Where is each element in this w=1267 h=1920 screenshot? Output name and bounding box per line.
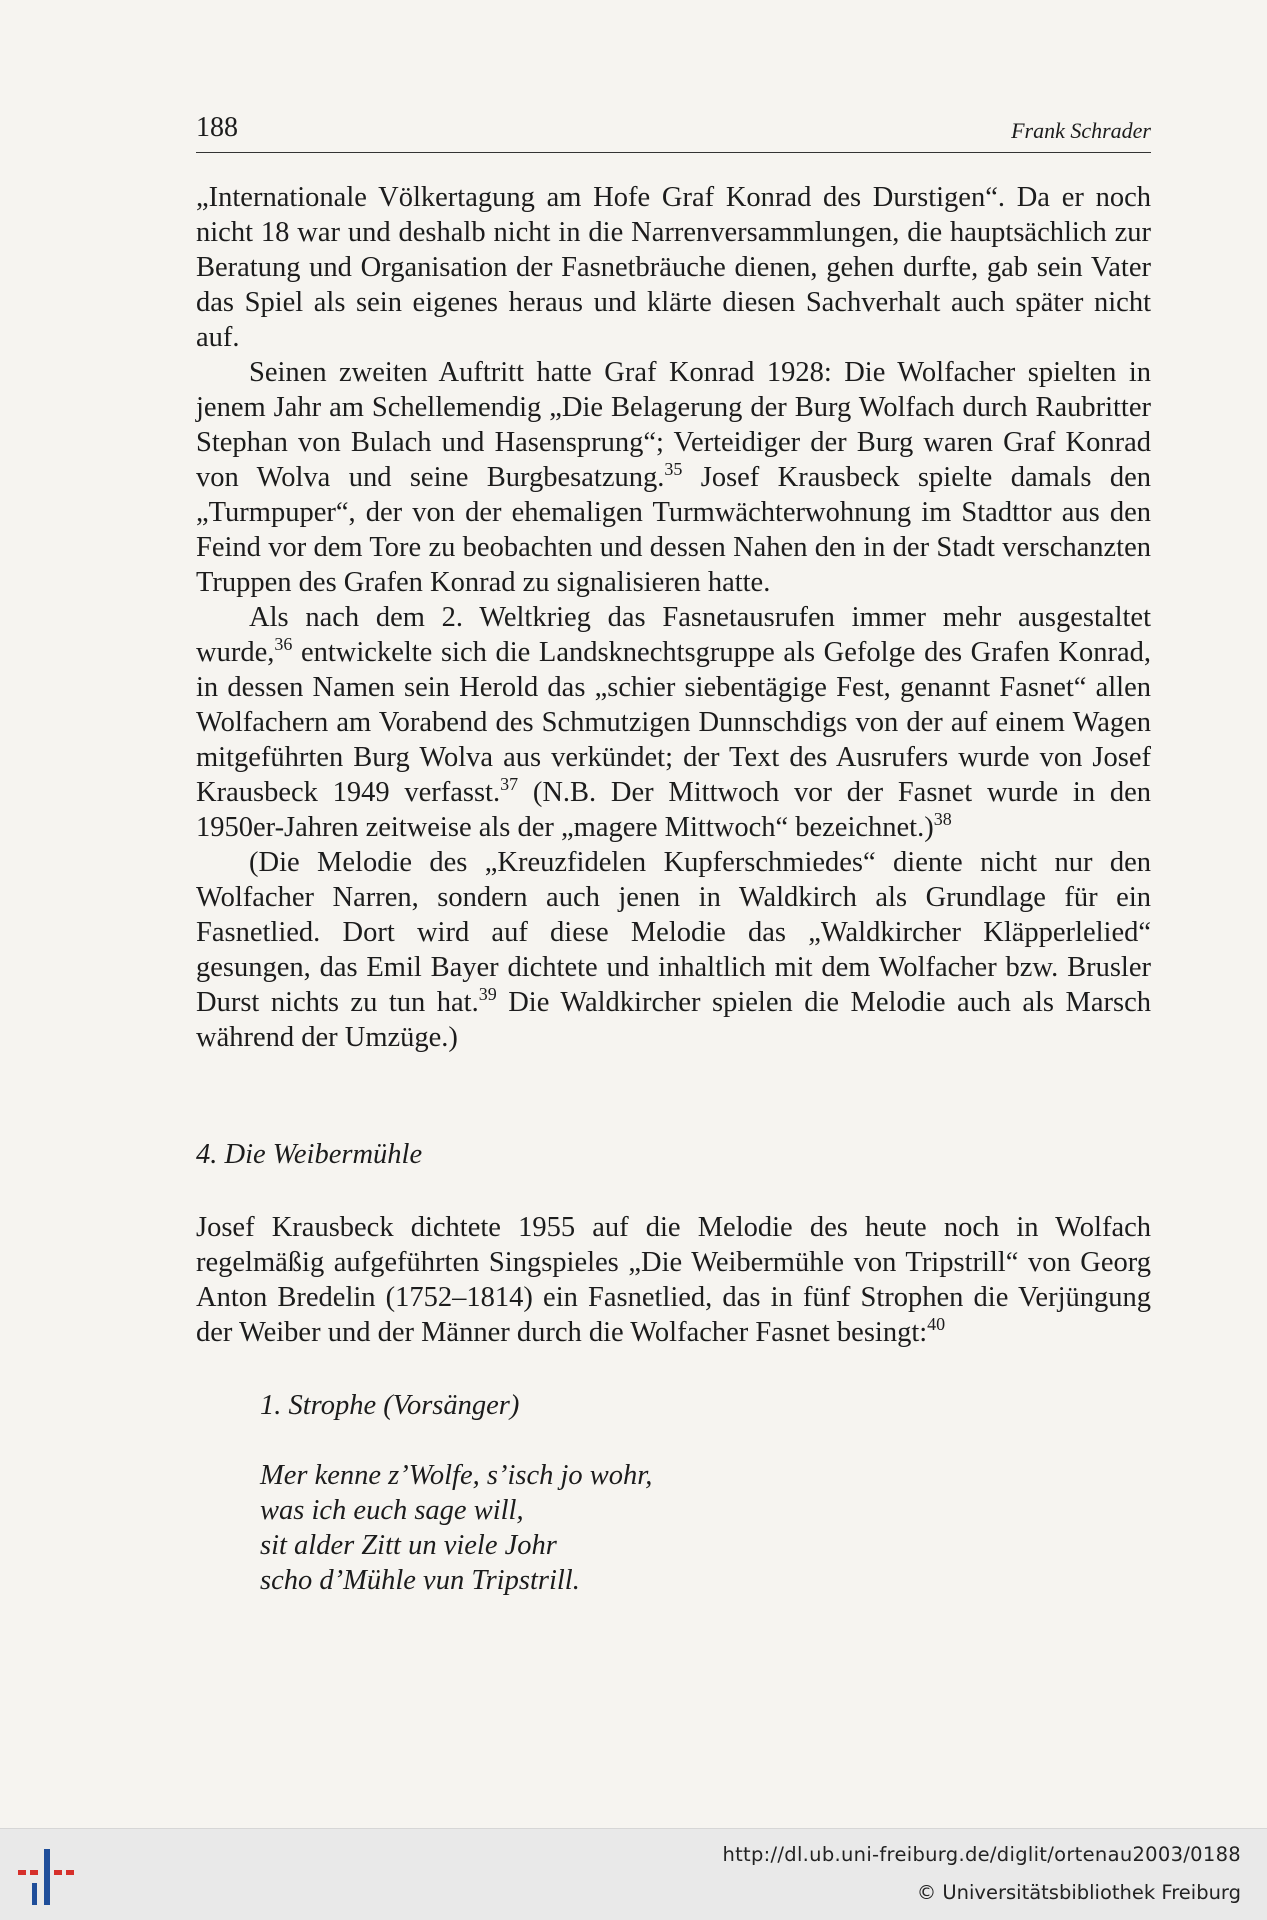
copyright-text: © Universitätsbibliothek Freiburg (916, 1881, 1241, 1904)
page-number: 188 (196, 112, 238, 143)
paragraph: „Internationale Völkertagung am Hofe Graf Konrad des Durstigen“. Da er noch nicht 18 war und deshalb nicht in die Narrenversammlungen, die hauptsächlich zur Beratung und Organisation der Fasnetbräuche dienen, gehen durfte, gab sein Vater das Spiel als sein eigenes heraus und klärte diesen Sachverhalt auch später nicht auf. (196, 182, 1151, 353)
strophe-title: 1. Strophe (Vorsänger) (260, 1390, 520, 1421)
source-url-link[interactable]: http://dl.ub.uni-freiburg.de/diglit/ortenau2003/0188 (722, 1843, 1241, 1866)
paragraph: Seinen zweiten Auftritt hatte Graf Konrad 1928: Die Wolfacher spielten in jenem Jahr am Schellemendig „Die Belagerung der Burg Wolfach durch Raubritter Stephan von Bulach und Hasensprung“; Verteidiger der Burg waren Graf Konrad von Wolva und seine Burgbesatzung.$^{35}$ Josef Krausbeck spielte damals den „Turmpuper“, der von der ehemaligen Turmwächterwohnung im Stadttor aus den Feind vor dem Tore zu beobachten und dessen Nahen den in der Stadt verschanzten Truppen des Grafen Konrad zu signalisieren hatte. (196, 357, 1151, 598)
ub-freiburg-logo-icon[interactable] (18, 1839, 82, 1909)
verse-block (260, 1458, 1151, 1598)
footnote-ref[interactable]: 39 (478, 984, 497, 1005)
main-text (196, 180, 1151, 1598)
footnote-ref[interactable]: 37 (500, 774, 519, 795)
footnote-ref[interactable]: 38 (933, 809, 952, 830)
footnote-ref[interactable]: 36 (274, 634, 293, 655)
paragraph: Josef Krausbeck dichtete 1955 auf die Melodie des heute noch in Wolfach regelmäßig aufgeführten Singspieles „Die Weibermühle von Tripstrill“ von Georg Anton Bredelin (1752–1814) ein Fasnetlied, das in fünf Strophen die Verjüngung der Weiber und der Männer durch die Wolfacher Fasnet besingt:$^{40}$ (196, 1212, 1151, 1348)
paragraph: (Die Melodie des „Kreuzfidelen Kupferschmiedes“ diente nicht nur den Wolfacher Narren, sondern auch jenen in Waldkirch als Grundlage für ein Fasnetlied. Dort wird auf diese Melodie das „Waldkircher Kläpperlelied“ gesungen, das Emil Bayer dichtete und inhaltlich mit dem Wolfacher bzw. Brusler Durst nichts zu tun hat.$^{39}$ Die Waldkircher spielen die Melodie auch als Marsch während der Umzüge.) (196, 847, 1151, 1053)
running-author: Frank Schrader (1011, 118, 1151, 143)
verse-line: was ich euch sage will, (260, 1495, 524, 1526)
verse-line: scho d’Mühle vun Tripstrill. (260, 1565, 580, 1596)
paragraph: Als nach dem 2. Weltkrieg das Fasnetausrufen immer mehr ausgestaltet wurde,$^{36}$ entwickelte sich die Landsknechtsgruppe als Gefolge des Grafen Konrad, in dessen Namen sein Herold das „schier siebentägige Fest, genannt Fasnet“ allen Wolfachern am Vorabend des Schmutzigen Dunnschdigs von der auf einem Wagen mitgeführten Burg Wolva aus verkündet; der Text des Ausrufers wurde von Josef Krausbeck 1949 verfasst.$^{37}$ (N.B. Der Mittwoch vor der Fasnet wurde in den 1950er-Jahren zeitweise als der „magere Mittwoch“ bezeichnet.)$^{38}$ (196, 602, 1151, 843)
footer-bar (0, 1828, 1267, 1920)
running-header (196, 108, 1151, 153)
verse-line: sit alder Zitt un viele Johr (260, 1530, 557, 1561)
verse-line: Mer kenne z’Wolfe, s’isch jo wohr, (260, 1460, 653, 1491)
footnote-ref[interactable]: 35 (664, 459, 683, 480)
footnote-ref[interactable]: 40 (927, 1314, 946, 1335)
section-heading: 4. Die Weibermühle (196, 1139, 423, 1170)
